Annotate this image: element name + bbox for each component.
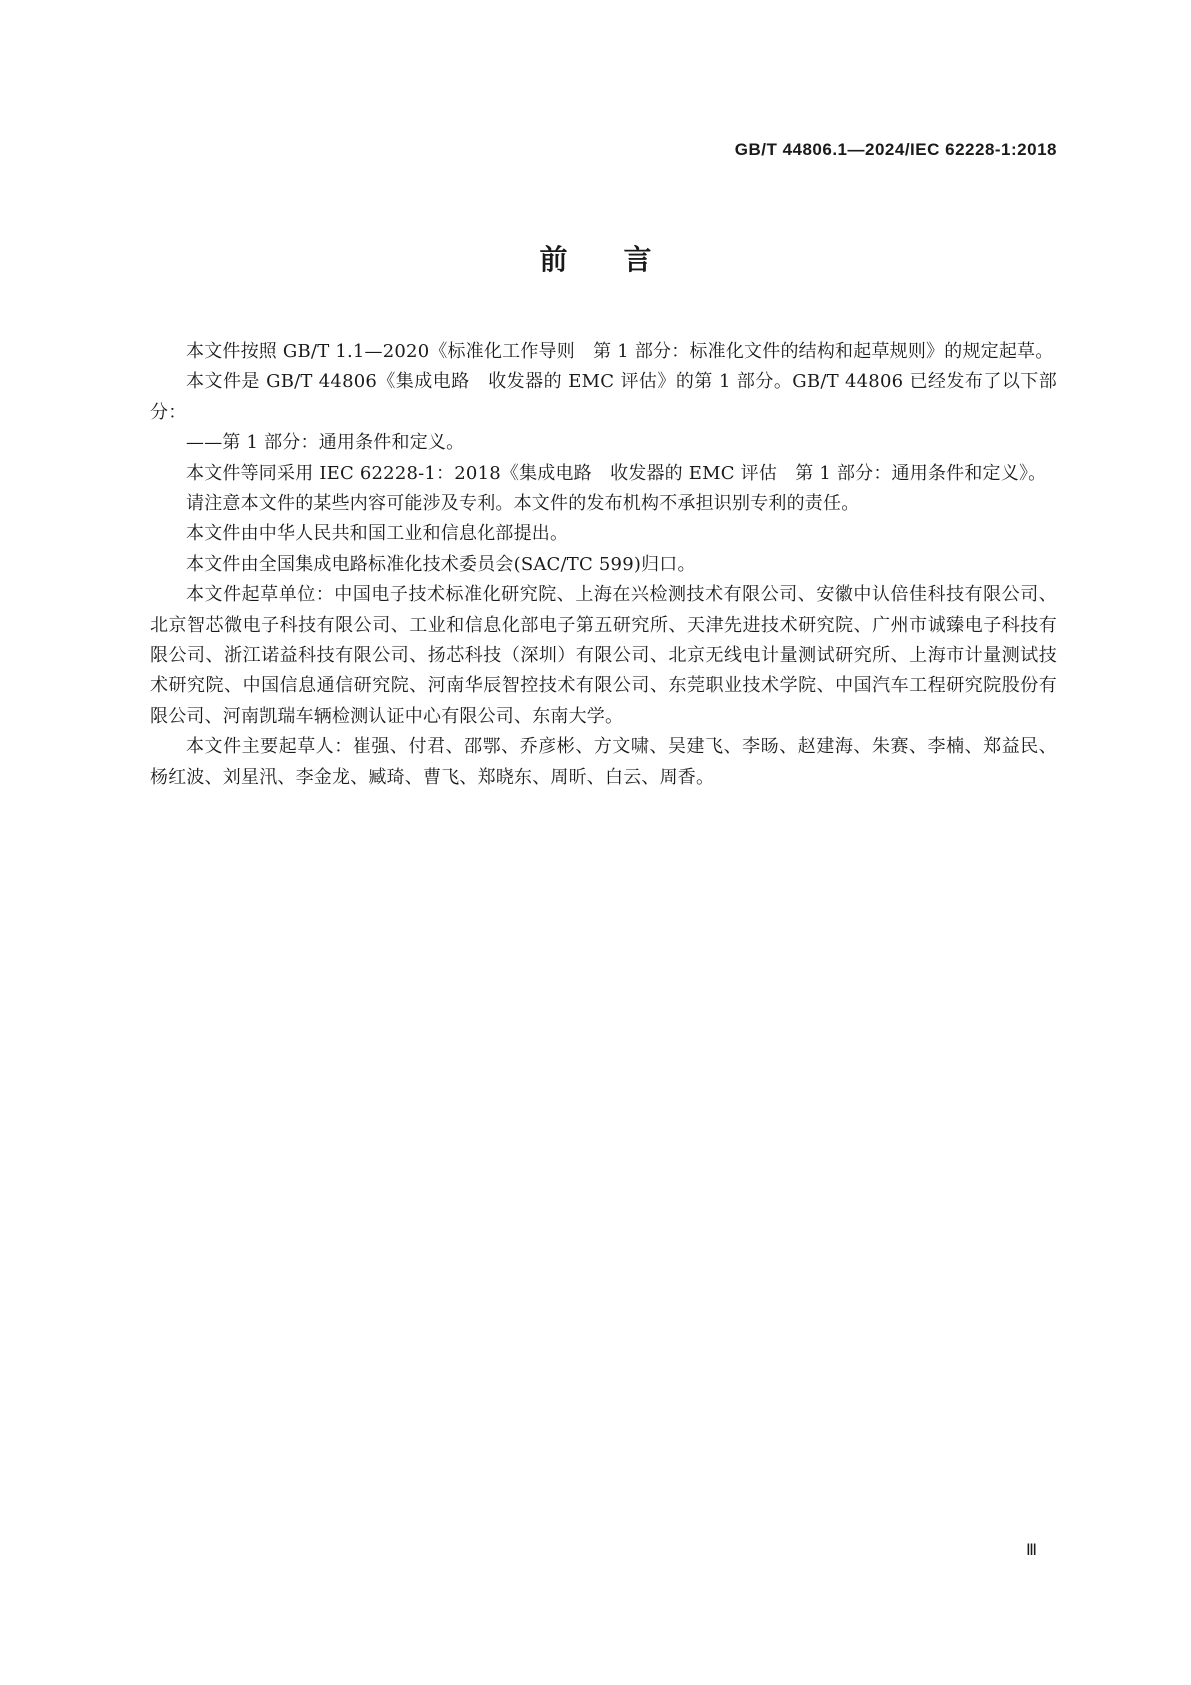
foreword-body bbox=[150, 337, 1057, 793]
paragraph-identical-adoption: 本文件等同采用 IEC 62228-1：2018《集成电路 收发器的 EMC 评估 第 1 部分：通用条件和定义》。 bbox=[186, 462, 1047, 484]
paragraph-centralized-by: 本文件由全国集成电路标准化技术委员会(SAC/TC 599)归口。 bbox=[186, 553, 696, 575]
paragraph-proposed-by: 本文件由中华人民共和国工业和信息化部提出。 bbox=[186, 523, 569, 545]
paragraph-published-parts: ——第 1 部分：通用条件和定义。 bbox=[186, 432, 465, 454]
paragraph-part-of-series: 本文件是 GB/T 44806《集成电路 收发器的 EMC 评估》的第 1 部分。GB/T 44806 已经发布了以下部分： bbox=[150, 371, 1057, 423]
paragraph-drafting-basis: 本文件按照 GB/T 1.1—2020《标准化工作导则 第 1 部分：标准化文件的结构和起草规则》的规定起草。 bbox=[186, 341, 1054, 362]
document-code: GB/T 44806.1—2024/IEC 62228-1:2018 bbox=[734, 140, 1057, 159]
paragraph-patent-notice: 请注意本文件的某些内容可能涉及专利。本文件的发布机构不承担识别专利的责任。 bbox=[186, 493, 860, 515]
paragraph-drafters: 本文件主要起草人：崔强、付君、邵鄂、乔彦彬、方文啸、吴建飞、李旸、赵建海、朱赛、李楠、郑益民、杨红波、刘星汛、李金龙、臧琦、曹飞、郑晓东、周昕、白云、周香。 bbox=[150, 736, 1057, 788]
paragraph-drafting-units: 本文件起草单位：中国电子技术标准化研究院、上海在兴检测技术有限公司、安徽中认倍佳科技有限公司、北京智芯微电子科技有限公司、工业和信息化部电子第五研究所、天津先进技术研究院、广州市诚臻电子科技有限公司、浙江诺益科技有限公司、扬芯科技（深圳）有限公司、北京无线电计量测试研究所、上海市计量测试技术研究院、中国信息通信研究院、河南华辰智控技术有限公司、东莞职业技术学院、中国汽车工程研究院股份有限公司、河南凯瑞车辆检测认证中心有限公司、东南大学。 bbox=[150, 584, 1057, 727]
page-title: 前言 bbox=[539, 243, 708, 276]
page-number: Ⅲ bbox=[1025, 1542, 1037, 1559]
